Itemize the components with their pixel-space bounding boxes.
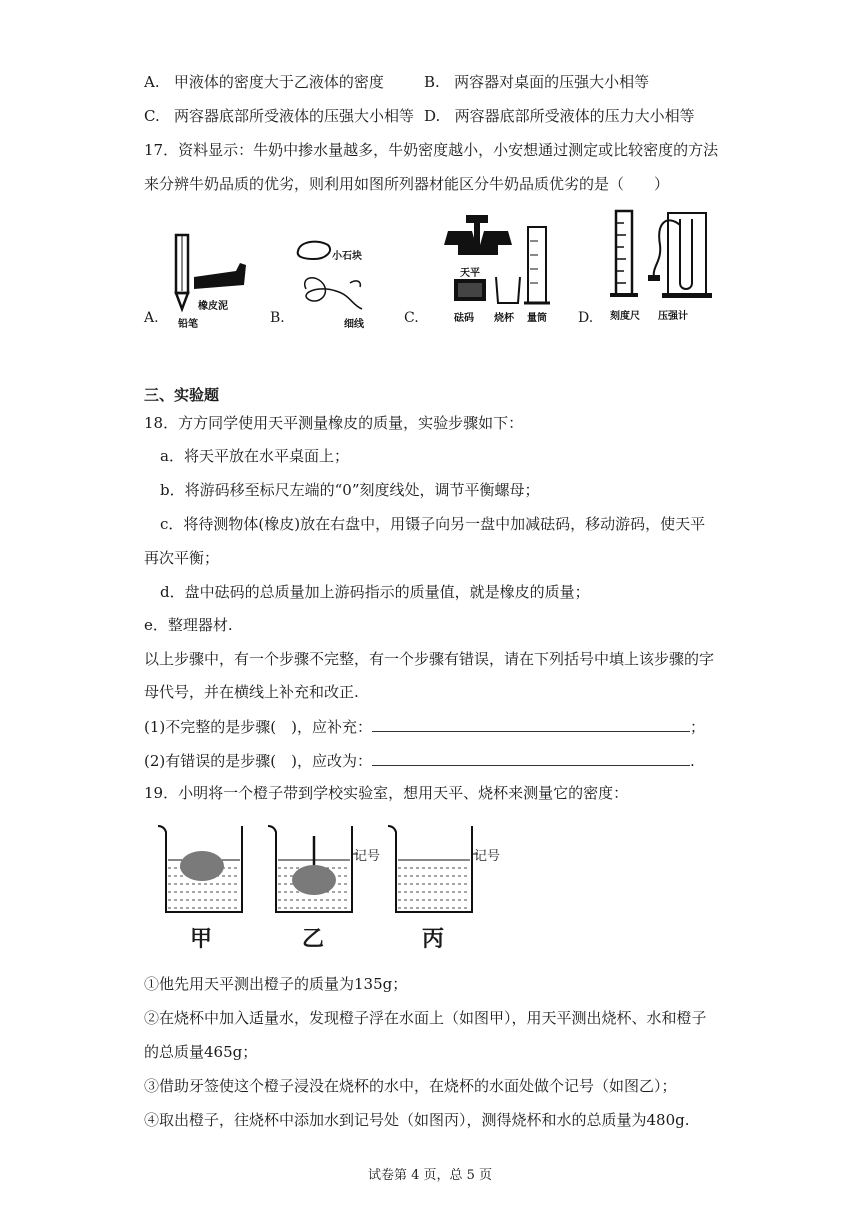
- q18-subquestion-1: (1)不完整的是步骤( )，应补充： ；: [144, 718, 705, 736]
- q19-step-1: ①他先用天平测出橙子的质量为135g；: [144, 975, 408, 993]
- balance-figure: [444, 215, 512, 255]
- option-a: A. 甲液体的密度大于乙液体的密度: [144, 73, 384, 91]
- q18-step-c-line2: 再次平衡；: [144, 549, 220, 567]
- q18-step-c-line1: c．将待测物体(橡皮)放在右盘中，用镊子向另一盘中加减砝码，移动游码，使天平: [160, 515, 706, 533]
- beaker-figure: [496, 277, 520, 303]
- q19-step-2-line2: 的总质量465g；: [144, 1043, 258, 1061]
- option-c: C. 两容器底部所受液体的压强大小相等: [144, 107, 415, 125]
- label-weights: 砝码: [454, 313, 474, 324]
- q18-step-a: a．将天平放在水平桌面上；: [160, 447, 349, 465]
- q18-subquestion-2: (2)有错误的是步骤( )，应改为： .: [144, 752, 695, 770]
- q19-step-2-line1: ②在烧杯中加入适量水，发现橙子浮在水面上（如图甲），用天平测出烧杯、水和橙子: [144, 1009, 707, 1027]
- label-thread: 细线: [344, 319, 364, 330]
- option-b: B. 两容器对桌面的压强大小相等: [424, 73, 650, 91]
- q19-intro: 19．小明将一个橙子带到学校实验室，想用天平、烧杯来测量它的密度：: [144, 784, 629, 802]
- q17-figures: [140, 205, 740, 330]
- q18-step-d: d．盘中砝码的总质量加上游码指示的质量值，就是橡皮的质量；: [160, 583, 590, 601]
- figure-label-yi: 乙: [302, 926, 325, 952]
- section-heading: 三、实验题: [144, 386, 220, 404]
- pressure-gauge-figure: [648, 213, 712, 298]
- label-stone: 小石块: [332, 251, 362, 262]
- label-ruler: 刻度尺: [610, 311, 640, 322]
- answer-blank-2[interactable]: [372, 750, 690, 766]
- q18-step-b: b．将游码移至标尺左端的“0”刻度线处，调节平衡螺母；: [160, 481, 540, 499]
- q18-intro: 18．方方同学使用天平测量橡皮的质量，实验步骤如下：: [144, 414, 524, 432]
- q17-stem-line1: 17．资料显示：牛奶中掺水量越多，牛奶密度越小，小安想通过测定或比较密度的方法: [144, 141, 719, 159]
- label-balance: 天平: [460, 268, 480, 279]
- mark-label-bing: 记号: [474, 849, 501, 864]
- q17-stem-line2: 来分辨牛奶品质的优劣，则利用如图所列器材能区分牛奶品质优劣的是（ ）: [144, 175, 670, 193]
- q19-beakers-figure: [150, 818, 530, 920]
- thread-figure: [305, 278, 362, 309]
- label-pencil: 铅笔: [178, 319, 198, 330]
- cylinder-figure: [524, 227, 550, 303]
- q17-fig-letter-b: B.: [270, 310, 285, 326]
- label-gauge: 压强计: [658, 311, 688, 322]
- weights-figure: [454, 279, 486, 301]
- q18-instruction-line2: 母代号，并在横线上补充和改正.: [144, 683, 359, 701]
- q19-step-4: ④取出橙子，往烧杯中添加水到记号处（如图丙），测得烧杯和水的总质量为480g.: [144, 1111, 690, 1129]
- pencil-figure: [176, 235, 188, 309]
- q17-fig-letter-c: C.: [404, 310, 419, 326]
- stone-figure: [298, 242, 330, 259]
- q18-instruction-line1: 以上步骤中，有一个步骤不完整，有一个步骤有错误，请在下列括号中填上该步骤的字: [144, 650, 715, 668]
- beaker-jia: [158, 826, 242, 912]
- figure-label-bing: 丙: [422, 926, 445, 952]
- option-d: D. 两容器底部所受液体的压力大小相等: [424, 107, 695, 125]
- q18-step-e: e．整理器材.: [144, 616, 233, 634]
- eraser-figure: [194, 263, 246, 289]
- page-footer: 试卷第 4 页，总 5 页: [367, 1168, 493, 1183]
- q17-fig-letter-d: D.: [578, 310, 594, 326]
- mark-label-yi: 记号: [354, 849, 381, 864]
- beaker-bing: [388, 826, 478, 912]
- label-eraser: 橡皮泥: [198, 301, 228, 312]
- label-cylinder: 量筒: [527, 313, 547, 324]
- beaker-yi: [268, 826, 358, 912]
- answer-blank-1[interactable]: [372, 716, 690, 732]
- q17-fig-letter-a: A.: [144, 310, 159, 326]
- q19-step-3: ③借助牙签使这个橙子浸没在烧杯的水中，在烧杯的水面处做个记号（如图乙）；: [144, 1077, 677, 1095]
- figure-label-jia: 甲: [190, 926, 213, 952]
- ruler-figure: [610, 211, 638, 297]
- label-beaker: 烧杯: [494, 313, 514, 324]
